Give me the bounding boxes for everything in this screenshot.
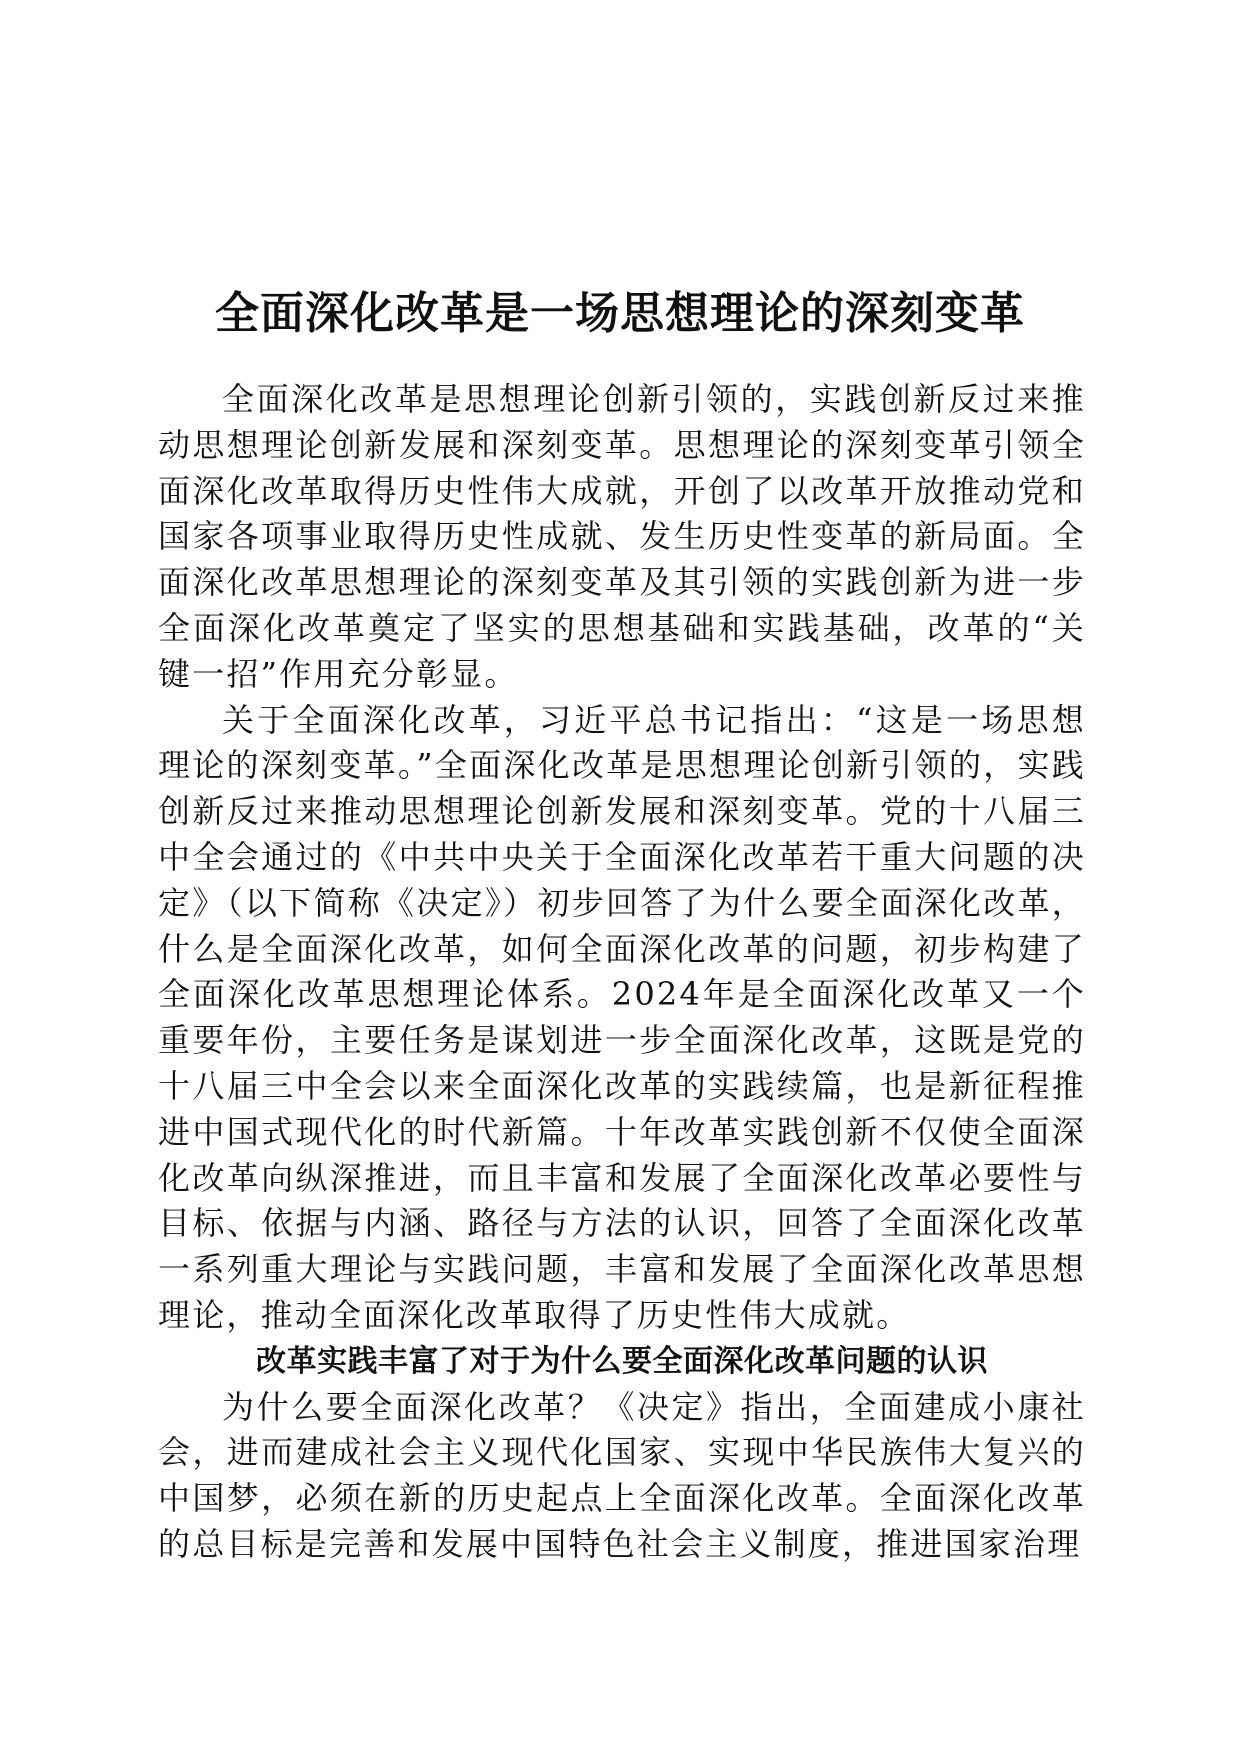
body-paragraph-1: 全面深化改革是思想理论创新引领的，实践创新反过来推动思想理论创新发展和深刻变革。思想理论的深刻变革引领全面深化改革取得历史性伟大成就，开创了以改革开放推动党和国家各项事业取得历史性成就、发生历史性变革的新局面。全面深化改革思想理论的深刻变革及其引领的实践创新为进一步全面深化改革奠定了坚实的思想基础和实践基础，改革的“关键一招”作用充分彰显。	[158, 380, 1086, 693]
body-paragraph-3: 为什么要全面深化改革？《决定》指出，全面建成小康社会，进而建成社会主义现代化国家、实现中华民族伟大复兴的中国梦，必须在新的历史起点上全面深化改革。全面深化改革的总目标是完善和发展中国特色社会主义制度，推进国家治理	[158, 1387, 1086, 1563]
section-heading: 改革实践丰富了对于为什么要全面深化改革问题的认识	[256, 1343, 988, 1379]
document-title: 全面深化改革是一场思想理论的深刻变革	[215, 288, 1025, 340]
body-paragraph-2: 关于全面深化改革，习近平总书记指出：“这是一场思想理论的深刻变革。”全面深化改革是思想理论创新引领的，实践创新反过来推动思想理论创新发展和深刻变革。党的十八届三中全会通过的《中共中央关于全面深化改革若干重大问题的决定》（以下简称《决定》）初步回答了为什么要全面深化改革，什么是全面深化改革，如何全面深化改革的问题，初步构建了全面深化改革思想理论体系。2024年是全面深化改革又一个重要年份，主要任务是谋划进一步全面深化改革，这既是党的十八届三中全会以来全面深化改革的实践续篇，也是新征程推进中国式现代化的时代新篇。十年改革实践创新不仅使全面深化改革向纵深推进，而且丰富和发展了全面深化改革必要性与目标、依据与内涵、路径与方法的认识，回答了全面深化改革一系列重大理论与实践问题，丰富和发展了全面深化改革思想理论，推动全面深化改革取得了历史性伟大成就。	[158, 700, 1086, 1334]
document-body	[158, 377, 1086, 1568]
